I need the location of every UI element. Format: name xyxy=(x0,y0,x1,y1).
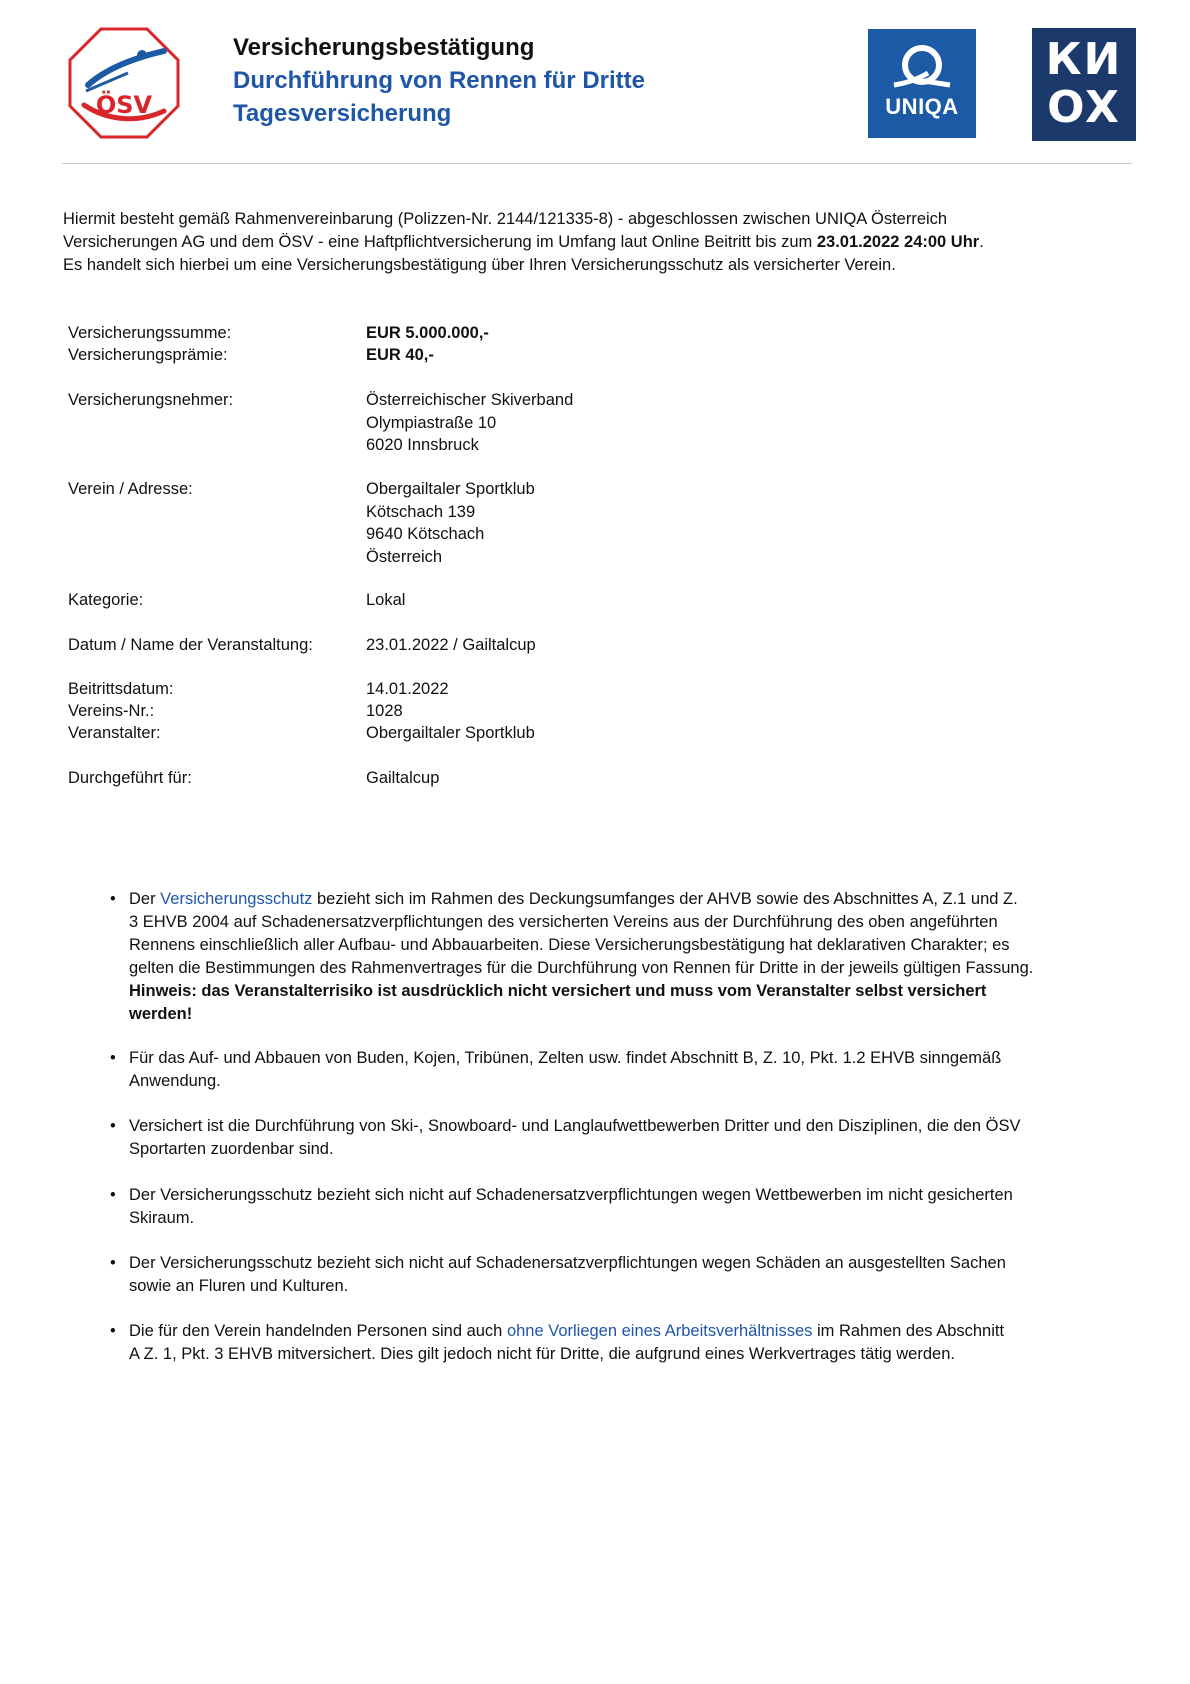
bullet-icon: • xyxy=(110,1322,116,1340)
uniqa-logo xyxy=(868,29,976,138)
title-block xyxy=(233,31,645,130)
bullet-icon: • xyxy=(110,1254,116,1272)
arbeitsverhaeltnis-link: ohne Vorliegen eines Arbeitsverhältnisses xyxy=(506,1322,813,1340)
header-divider xyxy=(62,163,1132,164)
document-title: Versicherungsbestätigung xyxy=(233,34,535,61)
intro-paragraph: Hiermit besteht gemäß Rahmenvereinbarung (Polizzen-Nr. 2144/121335-8) - abgeschlossen zwischen UNIQA Österreich Versicherungen AG und dem ÖSV - eine Haftpflichtversicherung im Umfang laut Online Beitritt bis zum 23.01.2022 24:00 Uhr. Es handelt sich hierbei um eine Versicherungsbestätigung über Ihren Versicherungsschutz als versicherter Verein. xyxy=(63,210,984,274)
kiox-logo xyxy=(1032,28,1136,141)
bullet-icon: • xyxy=(110,890,116,908)
bullet-icon: • xyxy=(110,1186,116,1204)
document-header xyxy=(0,0,1190,165)
uniqa-logo-text: UNIQA xyxy=(885,94,959,119)
document-subtitle: Durchführung von Rennen für Dritte xyxy=(233,67,645,94)
bullet-icon: • xyxy=(110,1049,116,1067)
svg-text:ÖSV: ÖSV xyxy=(95,91,153,119)
versicherungsschutz-link: Versicherungsschutz xyxy=(160,890,313,908)
kiox-logo-text: КИ OX xyxy=(1045,34,1123,133)
document-subtitle-type: Tagesversicherung xyxy=(233,100,452,127)
osv-logo-icon xyxy=(68,27,180,139)
bullet-icon: • xyxy=(110,1117,116,1135)
uniqa-symbol-icon xyxy=(868,33,976,93)
